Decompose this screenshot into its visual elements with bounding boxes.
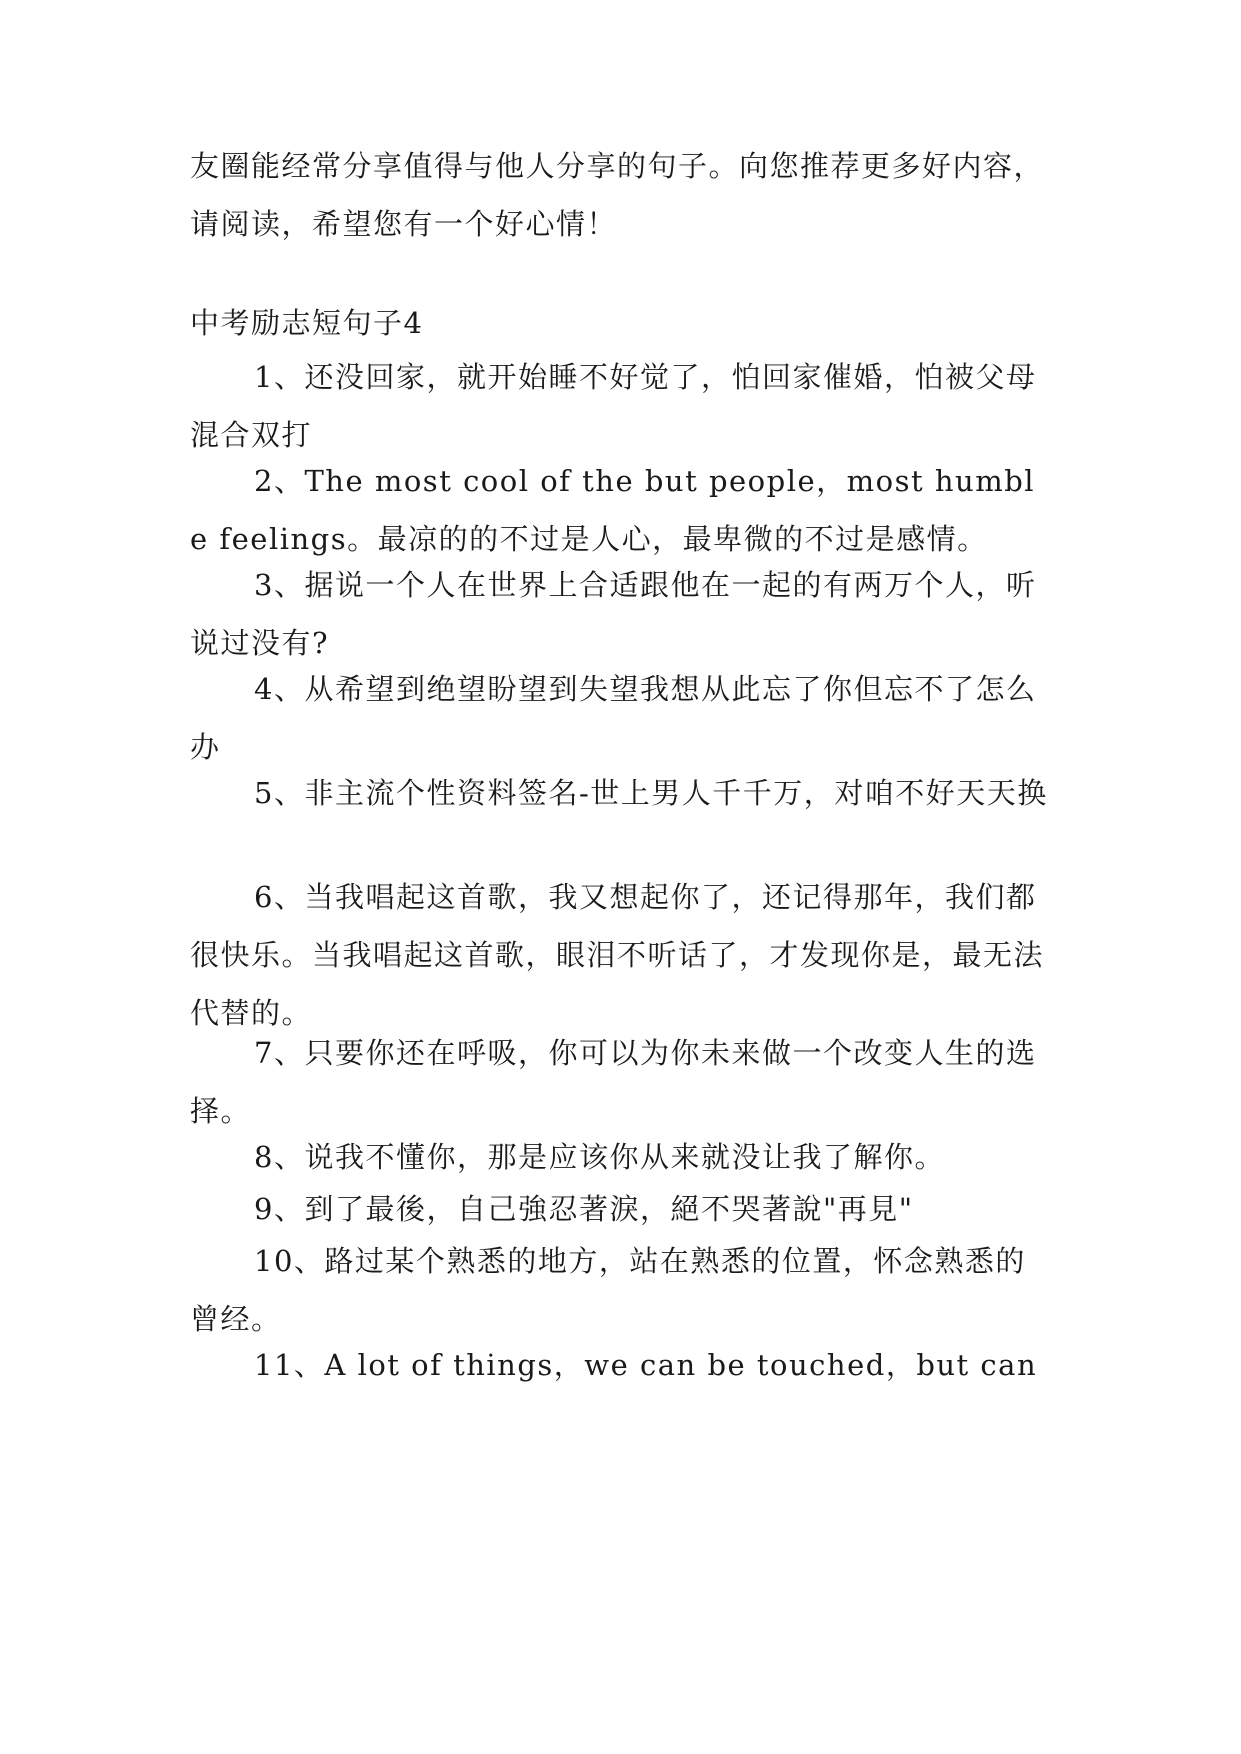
list-item: 4、从希望到绝望盼望到失望我想从此忘了你但忘不了怎么办 [190, 672, 1037, 764]
list-item: 2、The most cool of the but people，most humble feelings。最凉的的不过是人心，最卑微的不过是感情。 [190, 464, 1036, 556]
list-item: 11、A lot of things，we can be touched，but can [254, 1348, 1038, 1382]
list-item: 5、非主流个性资料签名-世上男人千千万，对咱不好天天换 [254, 776, 1048, 810]
list-item: 10、路过某个熟悉的地方，站在熟悉的位置，怀念熟悉的曾经。 [190, 1244, 1026, 1336]
list-item: 3、据说一个人在世界上合适跟他在一起的有两万个人，听说过没有? [190, 568, 1037, 660]
list-item: 9、到了最後，自己強忍著淚，絕不哭著說"再見" [254, 1192, 914, 1226]
intro-paragraph: 友圈能经常分享值得与他人分享的句子。向您推荐更多好内容，请阅读，希望您有一个好心情！ [190, 149, 1045, 241]
list-item: 1、还没回家，就开始睡不好觉了，怕回家催婚，怕被父母混合双打 [190, 360, 1037, 452]
section-heading: 中考励志短句子4 [190, 306, 424, 340]
list-item: 6、当我唱起这首歌，我又想起你了，还记得那年，我们都很快乐。当我唱起这首歌，眼泪不听话了，才发现你是，最无法代替的。 [190, 880, 1045, 1030]
list-item: 7、只要你还在呼吸，你可以为你未来做一个改变人生的选择。 [190, 1036, 1037, 1128]
list-item: 8、说我不懂你，那是应该你从来就没让我了解你。 [254, 1140, 945, 1174]
